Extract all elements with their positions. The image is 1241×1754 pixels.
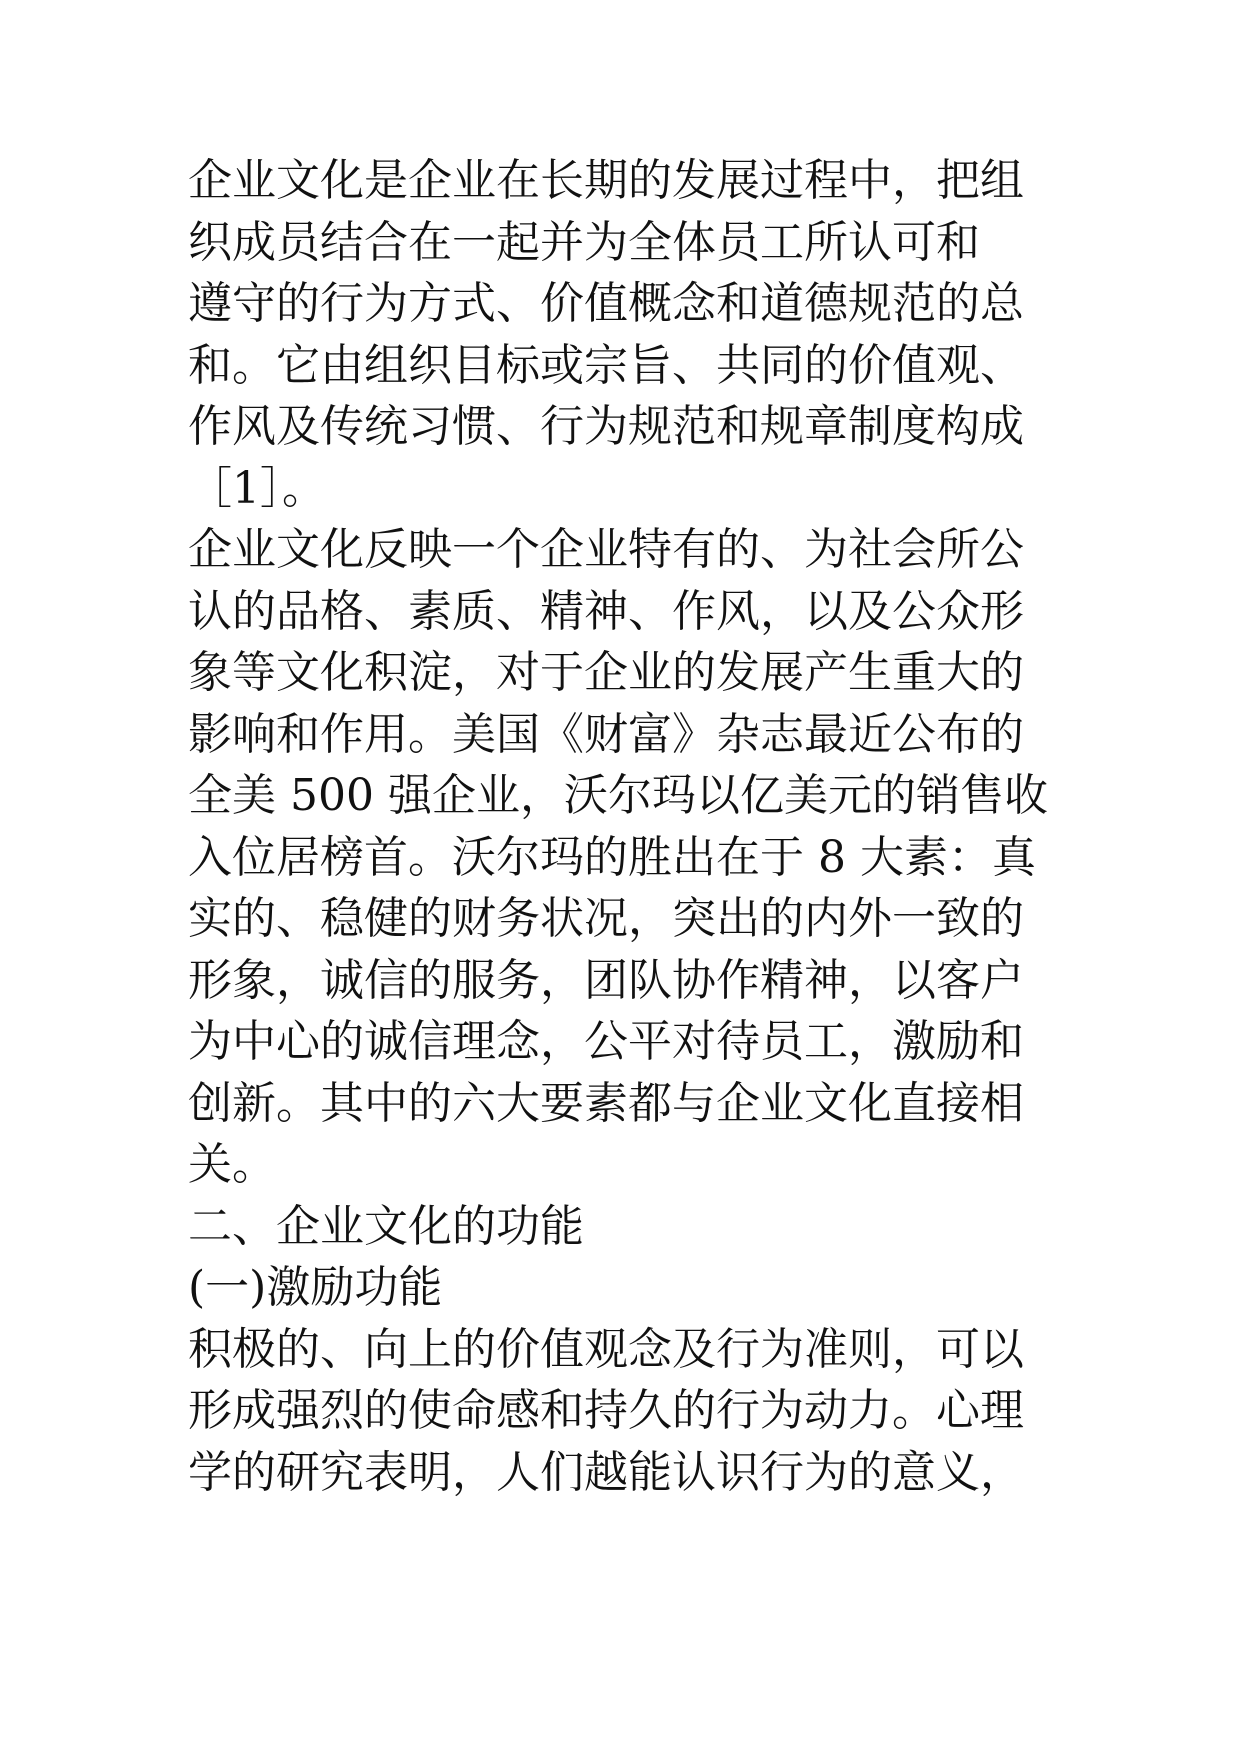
text-line-10: 影响和作用。美国《财富》杂志最近公布的 [188, 708, 1024, 760]
text-line-21: 形成强烈的使命感和持久的行为动力。心理 [188, 1385, 1024, 1436]
citation-line: ［1］。 [188, 462, 326, 514]
document-body [188, 150, 1088, 1503]
text-line-7: 企业文化反映一个企业特有的、为社会所公 [188, 524, 1024, 575]
section-heading: 二、企业文化的功能 [188, 1200, 584, 1252]
text-line-20: 积极的、向上的价值观念及行为准则，可以 [188, 1323, 1024, 1375]
text-line-22: 学的研究表明，人们越能认识行为的意义， [188, 1446, 1024, 1498]
text-line-13: 实的、稳健的财务状况，突出的内外一致的 [188, 893, 1024, 944]
text-line-2: 织成员结合在一起并为全体员工所认可和 [188, 216, 980, 268]
text-line-17: 关。 [188, 1139, 276, 1190]
text-line-12: 入位居榜首。沃尔玛的胜出在于 8 大素：真 [188, 831, 1036, 883]
text-line-14: 形象，诚信的服务，团队协作精神，以客户 [188, 954, 1024, 1006]
text-line-15: 为中心的诚信理念，公平对待员工，激励和 [188, 1016, 1024, 1067]
text-line-9: 象等文化积淀，对于企业的发展产生重大的 [188, 647, 1024, 698]
text-line-11: 全美 500 强企业，沃尔玛以亿美元的销售收 [188, 770, 1048, 821]
text-line-4: 和。它由组织目标或宗旨、共同的价值观、 [188, 339, 1024, 391]
text-line-1: 企业文化是企业在长期的发展过程中，把组 [188, 155, 1024, 206]
text-line-8: 认的品格、素质、精神、作风，以及公众形 [188, 585, 1024, 637]
text-line-16: 创新。其中的六大要素都与企业文化直接相 [188, 1077, 1024, 1129]
text-line-3: 遵守的行为方式、价值概念和道德规范的总 [188, 278, 1024, 329]
subsection-heading: (一)激励功能 [188, 1262, 443, 1313]
text-line-5: 作风及传统习惯、行为规范和规章制度构成 [188, 401, 1024, 452]
